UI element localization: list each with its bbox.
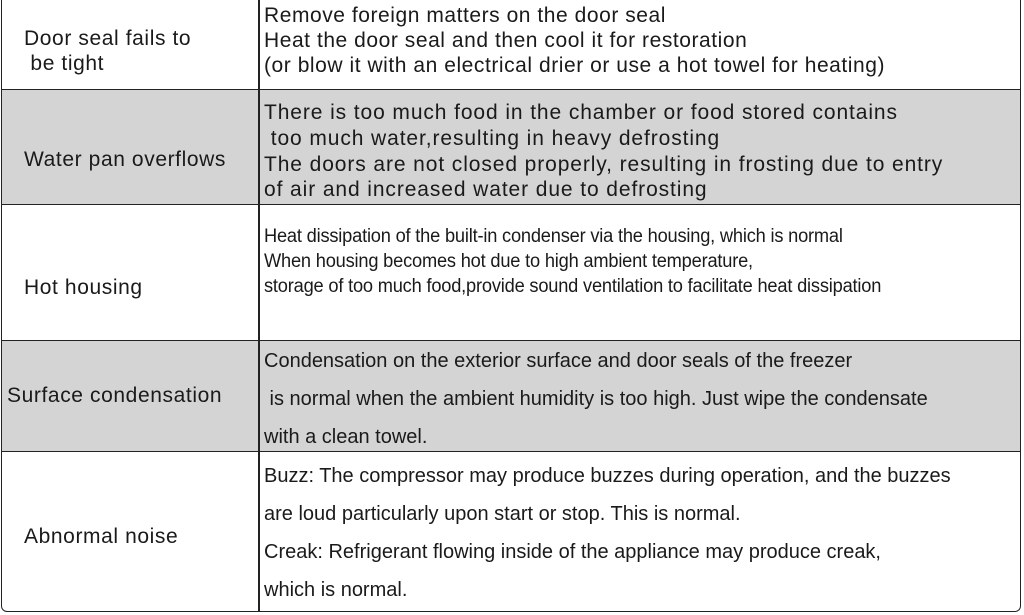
table-row xyxy=(2,89,1020,204)
table-row xyxy=(2,204,1020,340)
solution-line: When housing becomes hot due to high ambient temperature, xyxy=(264,251,753,272)
solution-line: The doors are not closed properly, resulting in frosting due to entry xyxy=(264,153,944,176)
solution-cell xyxy=(262,0,1020,89)
solution-cell xyxy=(262,341,1020,451)
solution-line: There is too much food in the chamber or food stored contains xyxy=(264,101,898,124)
table-row xyxy=(2,340,1020,451)
solution-line: (or blow it with an electrical drier or use a hot towel for heating) xyxy=(264,54,886,77)
solution-cell xyxy=(262,90,1020,204)
solution-line: with a clean towel. xyxy=(264,426,428,448)
problem-cell xyxy=(2,205,260,340)
solution-line: too much water,resulting in heavy defrosting xyxy=(264,127,721,150)
solution-line: Heat the door seal and then cool it for restoration xyxy=(264,29,748,52)
problem-label: Surface condensation xyxy=(7,384,223,407)
solution-line: which is normal. xyxy=(264,579,408,601)
problem-label: Door seal fails to be tight xyxy=(24,27,192,75)
problem-label: Abnormal noise xyxy=(24,525,179,548)
solution-line: Buzz: The compressor may produce buzzes during operation, and the buzzes xyxy=(264,465,951,487)
solution-cell xyxy=(262,452,1020,612)
problem-label: Water pan overflows xyxy=(24,148,227,171)
solution-line: of air and increased water due to defrosting xyxy=(264,178,708,201)
problem-cell xyxy=(2,452,260,612)
solution-line: Creak: Refrigerant flowing inside of the appliance may produce creak, xyxy=(264,541,881,563)
solution-line: storage of too much food,provide sound ventilation to facilitate heat dissipation xyxy=(264,276,882,297)
solution-line: Condensation on the exterior surface and door seals of the freezer xyxy=(264,350,853,372)
problem-cell xyxy=(2,341,260,451)
troubleshooting-table xyxy=(1,0,1021,612)
solution-line: are loud particularly upon start or stop. This is normal. xyxy=(264,503,741,525)
solution-line: is normal when the ambient humidity is too high. Just wipe the condensate xyxy=(264,388,928,410)
solution-cell xyxy=(262,205,1020,340)
problem-label: Hot housing xyxy=(24,276,143,299)
problem-cell xyxy=(2,90,260,204)
solution-line: Remove foreign matters on the door seal xyxy=(264,4,666,27)
problem-cell xyxy=(2,0,260,89)
table-row xyxy=(2,451,1020,612)
table-row xyxy=(2,0,1020,89)
solution-line: Heat dissipation of the built-in condenser via the housing, which is normal xyxy=(264,226,843,247)
